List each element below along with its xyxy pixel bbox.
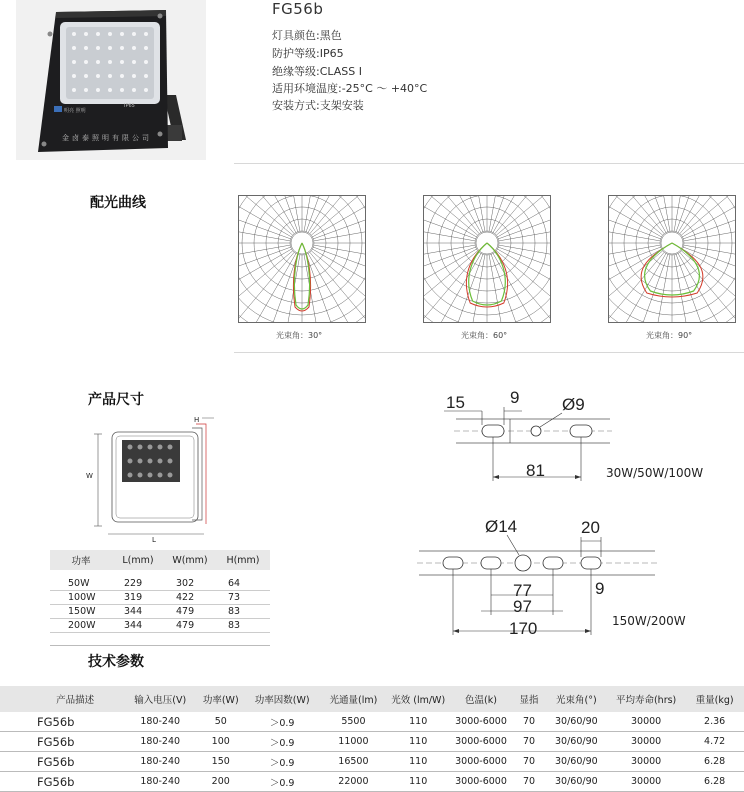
tech-header-cri: 显指 (512, 686, 545, 712)
dimension-drawing (84, 414, 224, 544)
tech-cell: 30/60/90 (546, 712, 607, 732)
dim-9-top: 9 (510, 388, 520, 407)
tech-cell: FG56b (0, 712, 123, 732)
polar-caption-30: 光束角：30° (276, 331, 323, 340)
tech-cell: 22000 (320, 772, 387, 792)
tech-cell: 150 (197, 752, 244, 772)
dim-cell: 64 (216, 570, 270, 591)
dim-cell: 83 (216, 619, 270, 633)
tech-header-life: 平均寿命(hrs) (607, 686, 685, 712)
dim-table-header (50, 550, 270, 570)
dim-15: 15 (446, 393, 465, 412)
tech-cell: 30000 (607, 732, 685, 752)
divider-mid (234, 352, 744, 353)
dim-cell: 319 (112, 591, 164, 605)
tech-cell: 30000 (607, 772, 685, 792)
tech-cell: 3000-6000 (450, 712, 513, 732)
tech-cell: FG56b (0, 732, 123, 752)
tech-cell: 180-240 (123, 752, 197, 772)
light-curve-title: 配光曲线 (90, 195, 146, 211)
tech-cell: 30000 (607, 752, 685, 772)
tech-cell: 180-240 (123, 772, 197, 792)
polar-chart-90 (608, 195, 736, 323)
tech-header-desc: 产品描述 (0, 686, 123, 712)
tech-cell: 100 (197, 732, 244, 752)
dimension-table (50, 550, 270, 633)
dimensions-title: 产品尺寸 (88, 392, 144, 408)
polar-caption-90: 光束角：90° (646, 331, 693, 340)
tech-cell: FG56b (0, 772, 123, 792)
mount-label-large: 150W/200W (612, 614, 686, 628)
table-row (0, 752, 744, 772)
tech-cell: 180-240 (123, 712, 197, 732)
svg-text:明亮 照明: 明亮 照明 (64, 108, 86, 114)
tech-cell: 70 (512, 752, 545, 772)
dim-170: 170 (509, 619, 538, 638)
dim-cell: 73 (216, 591, 270, 605)
dim-cell: 50W (50, 570, 112, 591)
tech-cell: FG56b (0, 752, 123, 772)
dim-20: 20 (581, 518, 600, 537)
dim-phi9: Ø9 (562, 395, 585, 414)
dim-cell: 83 (216, 605, 270, 619)
tech-cell: 3000-6000 (450, 752, 513, 772)
mount-label-small: 30W/50W/100W (606, 466, 704, 480)
tech-cell: 30/60/90 (546, 772, 607, 792)
dim-l-label: L (152, 536, 156, 544)
dim-9-bottom: 9 (595, 579, 605, 598)
tech-cell: 16500 (320, 752, 387, 772)
tech-header-flux: 光通量(lm) (320, 686, 387, 712)
dim-cell: 150W (50, 605, 112, 619)
tech-cell: 110 (387, 712, 450, 732)
dim-header-l: L(mm) (112, 550, 164, 570)
dim-header-power: 功率 (50, 550, 112, 570)
tech-cell: 70 (512, 772, 545, 792)
dim-cell: 479 (164, 619, 216, 633)
tech-header-cct: 色温(k) (450, 686, 513, 712)
tech-header-efficacy: 光效 (lm/W) (387, 686, 450, 712)
dim-h-label: H (194, 416, 200, 424)
tech-cell: 70 (512, 712, 545, 732)
tech-cell: 6.28 (685, 772, 744, 792)
dim-cell: 302 (164, 570, 216, 591)
tech-cell: ＞0.9 (244, 712, 320, 732)
table-row (50, 591, 270, 605)
tech-cell: 110 (387, 772, 450, 792)
tech-cell: 11000 (320, 732, 387, 752)
tech-cell: ＞0.9 (244, 732, 320, 752)
dim-header-h: H(mm) (216, 550, 270, 570)
tech-cell: 2.36 (685, 712, 744, 732)
dim-77: 77 (513, 581, 532, 600)
tech-header-voltage: 输入电压(V) (123, 686, 197, 712)
polar-caption-60: 光束角：60° (461, 331, 508, 340)
spec-color: 灯具颜色:黑色 (272, 29, 342, 42)
badge-text: IP65 (124, 103, 135, 109)
tech-header-pf: 功率因数(W) (244, 686, 320, 712)
tech-cell: 30/60/90 (546, 752, 607, 772)
tech-cell: 3000-6000 (450, 732, 513, 752)
table-row (50, 605, 270, 619)
dim-97: 97 (513, 597, 532, 616)
table-row (50, 570, 270, 591)
spec-ip: 防护等级:IP65 (272, 47, 344, 60)
dim-cell: 479 (164, 605, 216, 619)
polar-chart-30 (238, 195, 366, 323)
tech-header-power: 功率(W) (197, 686, 244, 712)
dim-header-w: W(mm) (164, 550, 216, 570)
tech-params-title: 技术参数 (88, 654, 144, 670)
dim-phi14: Ø14 (485, 517, 518, 536)
dim-81: 81 (526, 461, 545, 480)
dim-w-label: W (86, 472, 93, 480)
table-row (0, 712, 744, 732)
dim-cell: 229 (112, 570, 164, 591)
tech-cell: 30/60/90 (546, 732, 607, 752)
tech-cell: 50 (197, 712, 244, 732)
tech-cell: 200 (197, 772, 244, 792)
brand-text: 金卤泰照明有限公司 (62, 134, 152, 142)
model-title: FG56b (272, 0, 324, 18)
table-row (0, 732, 744, 752)
dim-cell: 200W (50, 619, 112, 633)
tech-cell: 110 (387, 752, 450, 772)
dim-cell: 344 (112, 605, 164, 619)
tech-cell: 3000-6000 (450, 772, 513, 792)
dim-cell: 100W (50, 591, 112, 605)
tech-cell: 30000 (607, 712, 685, 732)
tech-cell: 5500 (320, 712, 387, 732)
polar-chart-60 (423, 195, 551, 323)
tech-cell: ＞0.9 (244, 752, 320, 772)
divider-top (234, 163, 744, 164)
tech-table (0, 686, 744, 792)
spec-install: 安装方式:支架安装 (272, 99, 364, 112)
tech-table-header (0, 686, 744, 712)
tech-cell: 180-240 (123, 732, 197, 752)
dim-cell: 422 (164, 591, 216, 605)
table-row (0, 772, 744, 792)
spec-temperature: 适用环境温度:-25°C ～ +40°C (272, 82, 428, 95)
product-photo (16, 0, 206, 160)
tech-cell: 110 (387, 732, 450, 752)
dim-cell: 344 (112, 619, 164, 633)
tech-header-weight: 重量(kg) (685, 686, 744, 712)
tech-header-beam: 光束角(°) (546, 686, 607, 712)
spec-insulation: 绝缘等级:CLASS Ⅰ (272, 65, 362, 78)
tech-cell: ＞0.9 (244, 772, 320, 792)
divider-dim (50, 645, 270, 646)
tech-cell: 6.28 (685, 752, 744, 772)
table-row (50, 619, 270, 633)
tech-cell: 4.72 (685, 732, 744, 752)
tech-cell: 70 (512, 732, 545, 752)
